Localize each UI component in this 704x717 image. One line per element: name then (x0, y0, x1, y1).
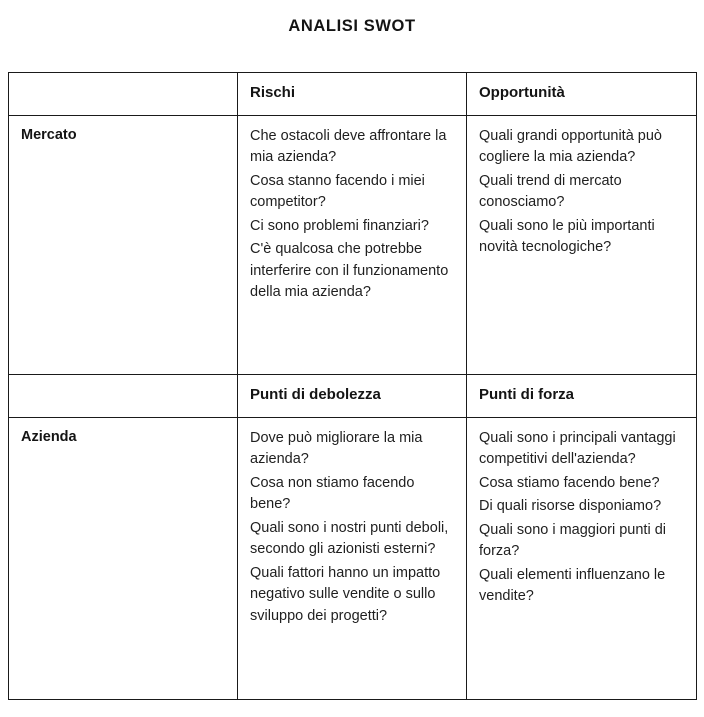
list-item: Cosa stanno facendo i miei competitor? (250, 172, 425, 211)
header-label-strengths: Punti di forza (479, 386, 574, 403)
header-label-weaknesses: Punti di debolezza (250, 386, 381, 403)
cell-mercato-opportunita (467, 116, 697, 375)
cell-mercato-rischi (238, 116, 467, 375)
list-item: Quali sono i principali vantaggi competitivi dell'azienda? (479, 430, 676, 468)
header-cell-opportunities (467, 73, 697, 116)
question-list-mercato-rischi (250, 126, 454, 305)
list-item: Quali sono i maggiori punti di forza? (479, 521, 666, 560)
cell-azienda-forza (467, 418, 697, 700)
list-item: Di quali risorse disponiamo? (479, 498, 662, 515)
question-list-mercato-opportunita (479, 126, 684, 260)
list-item: Quali fattori hanno un impatto negativo sulle vendite o sullo sviluppo dei progetti? (250, 564, 441, 624)
header-corner-label-2 (9, 375, 237, 396)
header-cell-weaknesses (238, 375, 467, 418)
row-label-azienda: Azienda (21, 429, 77, 445)
header-corner-label-1 (9, 73, 237, 94)
row-label-mercato: Mercato (21, 127, 77, 143)
cell-azienda-debolezza (238, 418, 467, 700)
cell-content-azienda-forza (467, 418, 696, 622)
header-label-opportunities: Opportunità (479, 84, 565, 101)
header-cell-strengths (467, 375, 697, 418)
list-item: Quali elementi influenzano le vendite? (479, 566, 666, 605)
header-cell-risks (238, 73, 467, 116)
list-item: Cosa non stiamo facendo bene? (250, 474, 415, 513)
list-item: Cosa stiamo facendo bene? (479, 474, 660, 491)
table-header-row-1 (9, 73, 697, 116)
question-list-azienda-debolezza (250, 428, 454, 628)
list-item: Quali sono le più importanti novità tecnologiche? (479, 217, 655, 256)
cell-content-azienda-debolezza (238, 418, 466, 641)
list-item: C'è qualcosa che potrebbe interferire con il funzionamento della mia azienda? (250, 241, 449, 301)
header-corner-cell-1 (9, 73, 238, 116)
row-label-cell-azienda (9, 418, 238, 700)
cell-content-mercato-opportunita (467, 116, 696, 273)
table-row-mercato (9, 116, 697, 375)
cell-content-mercato-rischi (238, 116, 466, 318)
header-label-risks: Rischi (250, 84, 296, 101)
table-row-azienda (9, 418, 697, 700)
swot-table (8, 72, 697, 700)
question-list-azienda-forza (479, 428, 684, 609)
row-label-cell-mercato (9, 116, 238, 375)
list-item: Dove può migliorare la mia azienda? (250, 430, 423, 468)
list-item: Che ostacoli deve affrontare la mia azienda? (250, 128, 447, 166)
page-title: ANALISI SWOT (288, 17, 416, 35)
list-item: Quali trend di mercato conosciamo? (479, 172, 622, 211)
swot-table-container (8, 72, 696, 700)
list-item: Ci sono problemi finanziari? (250, 217, 429, 234)
list-item: Quali grandi opportunità può cogliere la mia azienda? (479, 128, 662, 166)
header-corner-cell-2 (9, 375, 238, 418)
table-header-row-2 (9, 375, 697, 418)
list-item: Quali sono i nostri punti deboli, secondo gli azionisti esterni? (250, 519, 449, 558)
